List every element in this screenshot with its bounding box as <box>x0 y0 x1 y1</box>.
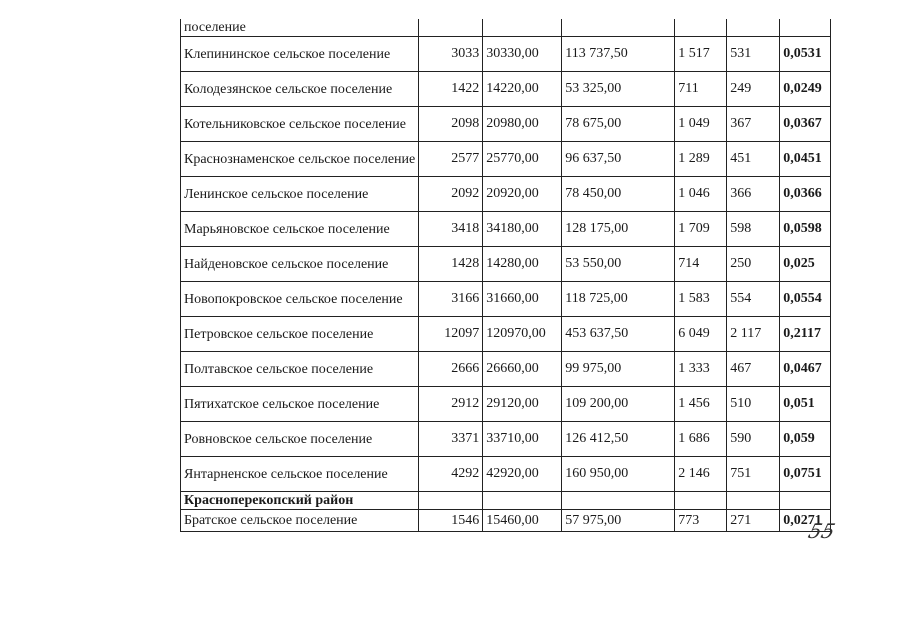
sum-cell: 53 325,00 <box>562 72 675 107</box>
sum-cell: 96 637,50 <box>562 142 675 177</box>
value-b-cell <box>727 492 780 510</box>
table-row <box>181 352 831 387</box>
table-row <box>181 317 831 352</box>
coefficient-cell: 0,0271 <box>780 510 831 532</box>
population-cell <box>419 19 483 37</box>
value-b-cell: 367 <box>727 107 780 142</box>
population-cell: 4292 <box>419 457 483 492</box>
value-a-cell <box>675 492 727 510</box>
amount-cell: 14220,00 <box>483 72 562 107</box>
value-a-cell <box>675 19 727 37</box>
value-b-cell: 366 <box>727 177 780 212</box>
coefficient-cell: 0,2117 <box>780 317 831 352</box>
table-row <box>181 107 831 142</box>
amount-cell: 20980,00 <box>483 107 562 142</box>
sum-cell: 109 200,00 <box>562 387 675 422</box>
value-b-cell: 590 <box>727 422 780 457</box>
value-b-cell: 554 <box>727 282 780 317</box>
table-row <box>181 510 831 532</box>
amount-cell: 29120,00 <box>483 387 562 422</box>
value-b-cell: 467 <box>727 352 780 387</box>
sum-cell: 113 737,50 <box>562 37 675 72</box>
settlement-name-cell: Клепининское сельское поселение <box>181 37 419 72</box>
population-cell: 2098 <box>419 107 483 142</box>
settlement-name-cell: Янтарненское сельское поселение <box>181 457 419 492</box>
coefficient-cell: 0,0751 <box>780 457 831 492</box>
coefficient-cell: 0,0366 <box>780 177 831 212</box>
value-a-cell: 1 046 <box>675 177 727 212</box>
sum-cell: 78 675,00 <box>562 107 675 142</box>
table-row <box>181 177 831 212</box>
value-a-cell: 1 517 <box>675 37 727 72</box>
value-b-cell: 451 <box>727 142 780 177</box>
amount-cell <box>483 19 562 37</box>
value-b-cell: 271 <box>727 510 780 532</box>
sum-cell: 453 637,50 <box>562 317 675 352</box>
settlement-name-cell: Новопокровское сельское поселение <box>181 282 419 317</box>
settlement-name-cell: Котельниковское сельское поселение <box>181 107 419 142</box>
value-a-cell: 711 <box>675 72 727 107</box>
coefficient-cell: 0,051 <box>780 387 831 422</box>
value-b-cell: 510 <box>727 387 780 422</box>
settlement-name-cell: Ленинское сельское поселение <box>181 177 419 212</box>
value-a-cell: 1 049 <box>675 107 727 142</box>
coefficient-cell: 0,0598 <box>780 212 831 247</box>
population-cell: 3371 <box>419 422 483 457</box>
sum-cell: 118 725,00 <box>562 282 675 317</box>
sum-cell: 160 950,00 <box>562 457 675 492</box>
population-cell: 1422 <box>419 72 483 107</box>
value-a-cell: 1 333 <box>675 352 727 387</box>
table-row <box>181 142 831 177</box>
value-a-cell: 2 146 <box>675 457 727 492</box>
handwritten-page-number: 55 <box>805 519 838 543</box>
settlement-name-cell: поселение <box>181 19 419 37</box>
coefficient-cell: 0,0249 <box>780 72 831 107</box>
sum-cell: 57 975,00 <box>562 510 675 532</box>
table-row <box>181 457 831 492</box>
amount-cell: 15460,00 <box>483 510 562 532</box>
value-b-cell: 249 <box>727 72 780 107</box>
amount-cell <box>483 492 562 510</box>
value-a-cell: 1 709 <box>675 212 727 247</box>
coefficient-cell: 0,0467 <box>780 352 831 387</box>
table-row <box>181 212 831 247</box>
amount-cell: 20920,00 <box>483 177 562 212</box>
sum-cell: 99 975,00 <box>562 352 675 387</box>
population-cell: 2666 <box>419 352 483 387</box>
coefficient-cell: 0,0451 <box>780 142 831 177</box>
sum-cell <box>562 492 675 510</box>
settlement-name-cell: Пятихатское сельское поселение <box>181 387 419 422</box>
amount-cell: 33710,00 <box>483 422 562 457</box>
settlement-table <box>180 19 831 532</box>
amount-cell: 34180,00 <box>483 212 562 247</box>
table-row <box>181 387 831 422</box>
value-b-cell: 751 <box>727 457 780 492</box>
sum-cell: 78 450,00 <box>562 177 675 212</box>
population-cell <box>419 492 483 510</box>
settlement-name-cell: Колодезянское сельское поселение <box>181 72 419 107</box>
table-row <box>181 19 831 37</box>
value-a-cell: 1 289 <box>675 142 727 177</box>
table-row <box>181 72 831 107</box>
coefficient-cell: 0,025 <box>780 247 831 282</box>
settlement-name-cell: Петровское сельское поселение <box>181 317 419 352</box>
value-a-cell: 1 456 <box>675 387 727 422</box>
section-title: Красноперекопский район <box>181 492 419 510</box>
amount-cell: 30330,00 <box>483 37 562 72</box>
sum-cell: 128 175,00 <box>562 212 675 247</box>
population-cell: 1546 <box>419 510 483 532</box>
population-cell: 3033 <box>419 37 483 72</box>
table-row <box>181 247 831 282</box>
settlement-name-cell: Краснознаменское сельское поселение <box>181 142 419 177</box>
table-row <box>181 37 831 72</box>
population-cell: 2912 <box>419 387 483 422</box>
coefficient-cell: 0,059 <box>780 422 831 457</box>
population-cell: 2577 <box>419 142 483 177</box>
amount-cell: 14280,00 <box>483 247 562 282</box>
settlement-name-cell: Братское сельское поселение <box>181 510 419 532</box>
amount-cell: 120970,00 <box>483 317 562 352</box>
settlement-name-cell: Марьяновское сельское поселение <box>181 212 419 247</box>
coefficient-cell: 0,0554 <box>780 282 831 317</box>
table-body <box>181 19 831 532</box>
sum-cell <box>562 19 675 37</box>
sum-cell: 126 412,50 <box>562 422 675 457</box>
amount-cell: 26660,00 <box>483 352 562 387</box>
population-cell: 12097 <box>419 317 483 352</box>
value-b-cell: 598 <box>727 212 780 247</box>
value-a-cell: 1 583 <box>675 282 727 317</box>
sum-cell: 53 550,00 <box>562 247 675 282</box>
population-cell: 3418 <box>419 212 483 247</box>
value-b-cell: 531 <box>727 37 780 72</box>
value-a-cell: 714 <box>675 247 727 282</box>
population-cell: 1428 <box>419 247 483 282</box>
amount-cell: 31660,00 <box>483 282 562 317</box>
value-b-cell: 250 <box>727 247 780 282</box>
value-b-cell <box>727 19 780 37</box>
settlement-name-cell: Ровновское сельское поселение <box>181 422 419 457</box>
value-a-cell: 773 <box>675 510 727 532</box>
settlement-name-cell: Полтавское сельское поселение <box>181 352 419 387</box>
table-row <box>181 422 831 457</box>
population-cell: 2092 <box>419 177 483 212</box>
value-a-cell: 1 686 <box>675 422 727 457</box>
value-a-cell: 6 049 <box>675 317 727 352</box>
coefficient-cell <box>780 492 831 510</box>
coefficient-cell: 0,0367 <box>780 107 831 142</box>
amount-cell: 42920,00 <box>483 457 562 492</box>
table-row <box>181 282 831 317</box>
section-row <box>181 492 831 510</box>
settlement-name-cell: Найденовское сельское поселение <box>181 247 419 282</box>
amount-cell: 25770,00 <box>483 142 562 177</box>
coefficient-cell <box>780 19 831 37</box>
value-b-cell: 2 117 <box>727 317 780 352</box>
coefficient-cell: 0,0531 <box>780 37 831 72</box>
population-cell: 3166 <box>419 282 483 317</box>
